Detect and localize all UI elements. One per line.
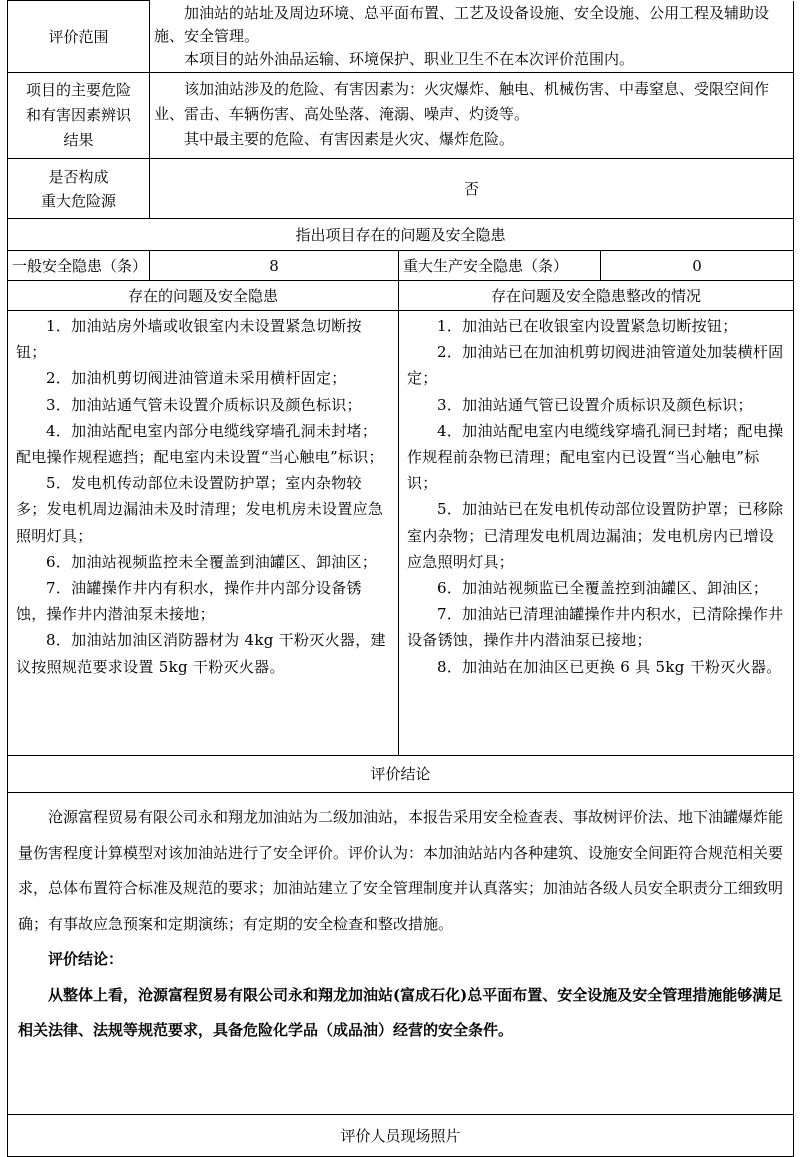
rectification-item: 5．加油站已在发电机传动部位设置防护罩；已移除室内杂物；已清理发电机周边漏油；发电机房内已增设应急照明灯具； [407, 500, 784, 571]
issue-item: 5．发电机传动部位未设置防护罩；室内杂物较多；发电机周边漏油未及时清理；发电机房未设置应急照明灯具； [16, 474, 384, 545]
issue-item: 2．加油机剪切阀进油管道未采用横杆固定； [46, 369, 347, 388]
conclusion-header: 评价结论 [8, 756, 794, 793]
photos-header: 评价人员现场照片 [8, 1115, 794, 1157]
scope-content [150, 1, 794, 73]
issue-item: 3．加油站通气管未设置介质标识及颜色标识； [46, 395, 362, 414]
rectification-item: 2．加油站已在加油机剪切阀进油管道处加装横杆固定； [407, 343, 784, 388]
rectification-item: 6．加油站视频监已全覆盖控到油罐区、卸油区； [437, 579, 769, 598]
hazards-label-line-2: 和有害因素辨识 [25, 106, 131, 124]
conclusion-content [8, 793, 794, 1115]
rectification-item: 7．加油站已清理油罐操作井内积水，已清除操作井设备锈蚀，操作井内潜油泵已接地； [407, 605, 784, 650]
hazards-label-line-3: 结果 [63, 131, 94, 149]
issue-item: 6．加油站视频监控未全覆盖到油罐区、卸油区； [46, 552, 378, 571]
rectifications-list [399, 311, 794, 756]
rectification-item: 3．加油站通气管已设置介质标识及颜色标识； [437, 395, 753, 414]
hazards-paragraph-1: 该加油站涉及的危险、有害因素为：火灾爆炸、触电、机械伤害、中毒窒息、受限空间作业、雷击、车辆伤害、高处坠落、淹溺、噪声、灼烫等。 [154, 80, 770, 123]
issue-item: 1．加油站房外墙或收银室内未设置紧急切断按钮； [16, 317, 362, 362]
major-hazard-count: 0 [601, 251, 794, 281]
issues-column-header: 存在的问题及安全隐患 [8, 281, 399, 311]
hazards-content [150, 73, 794, 159]
conclusion-body: 沧源富程贸易有限公司永和翔龙加油站为二级加油站，本报告采用安全检查表、事故树评价法、地下油罐爆炸能量伤害程度计算模型对该加油站进行了安全评价。评价认为：本加油站站内各种建筑、设施安全间距符合规范相关要求，总体布置符合标准及规范的要求；加油站建立了安全管理制度并认真落实；加油站各级人员安全职责分工细致明确；有事故应急预案和定期演练；有定期的安全检查和整改措施。 [18, 808, 784, 933]
issue-item: 7．油罐操作井内有积水，操作井内部分设备锈蚀，操作井内潜油泵未接地； [16, 579, 362, 624]
evaluation-report-table [7, 0, 793, 1157]
rectification-item: 4．加油站配电室内电缆线穿墙孔洞已封堵；配电操作规程前杂物已清理；配电室内已设置“当心触电”标识； [407, 421, 784, 493]
major-hazard-count-label: 重大生产安全隐患（条） [399, 251, 601, 281]
hazards-label [8, 73, 150, 159]
rectification-item: 8．加油站在加油区已更换 6 具 5kg 干粉灭火器。 [437, 657, 782, 676]
scope-paragraph-2: 本项目的站外油品运输、环境保护、职业卫生不在本次评价范围内。 [184, 49, 635, 68]
major-hazard-label-line-1: 是否构成 [48, 167, 109, 186]
conclusion-final-statement: 从整体上看，沧源富程贸易有限公司永和翔龙加油站(富成石化)总平面布置、安全设施及安全管理措施能够满足相关法律、法规等规范要求，具备危险化学品（成品油）经营的安全条件。 [18, 985, 783, 1039]
issue-item: 8．加油站加油区消防器材为 4kg 干粉灭火器，建议按照规范要求设置 5kg 干粉灭火器。 [16, 631, 386, 676]
general-hazard-label: 一般安全隐患（条） [8, 251, 150, 281]
general-hazard-count: 8 [150, 251, 399, 281]
hazards-label-line-1: 项目的主要危险 [25, 81, 131, 99]
conclusion-subheading: 评价结论： [48, 950, 124, 968]
major-hazard-label [8, 159, 150, 219]
rectification-item: 1．加油站已在收银室内设置紧急切断按钮； [437, 317, 738, 335]
issues-list [8, 311, 399, 756]
major-hazard-label-line-2: 重大危险源 [40, 191, 116, 210]
hazards-paragraph-2: 其中最主要的危险、有害因素是火灾、爆炸危险。 [184, 130, 515, 148]
issue-item: 4．加油站配电室内部分电缆线穿墙孔洞未封堵；配电操作规程遮挡；配电室内未设置“当心触电”标识； [16, 421, 384, 467]
issues-header: 指出项目存在的问题及安全隐患 [8, 219, 794, 251]
major-hazard-value: 否 [150, 159, 794, 219]
scope-paragraph-1: 加油站的站址及周边环境、总平面布置、工艺及设备设施、安全设施、公用工程及辅助设施、安全管理。 [154, 3, 770, 45]
scope-label: 评价范围 [8, 1, 150, 73]
rectification-column-header: 存在问题及安全隐患整改的情况 [399, 281, 794, 311]
